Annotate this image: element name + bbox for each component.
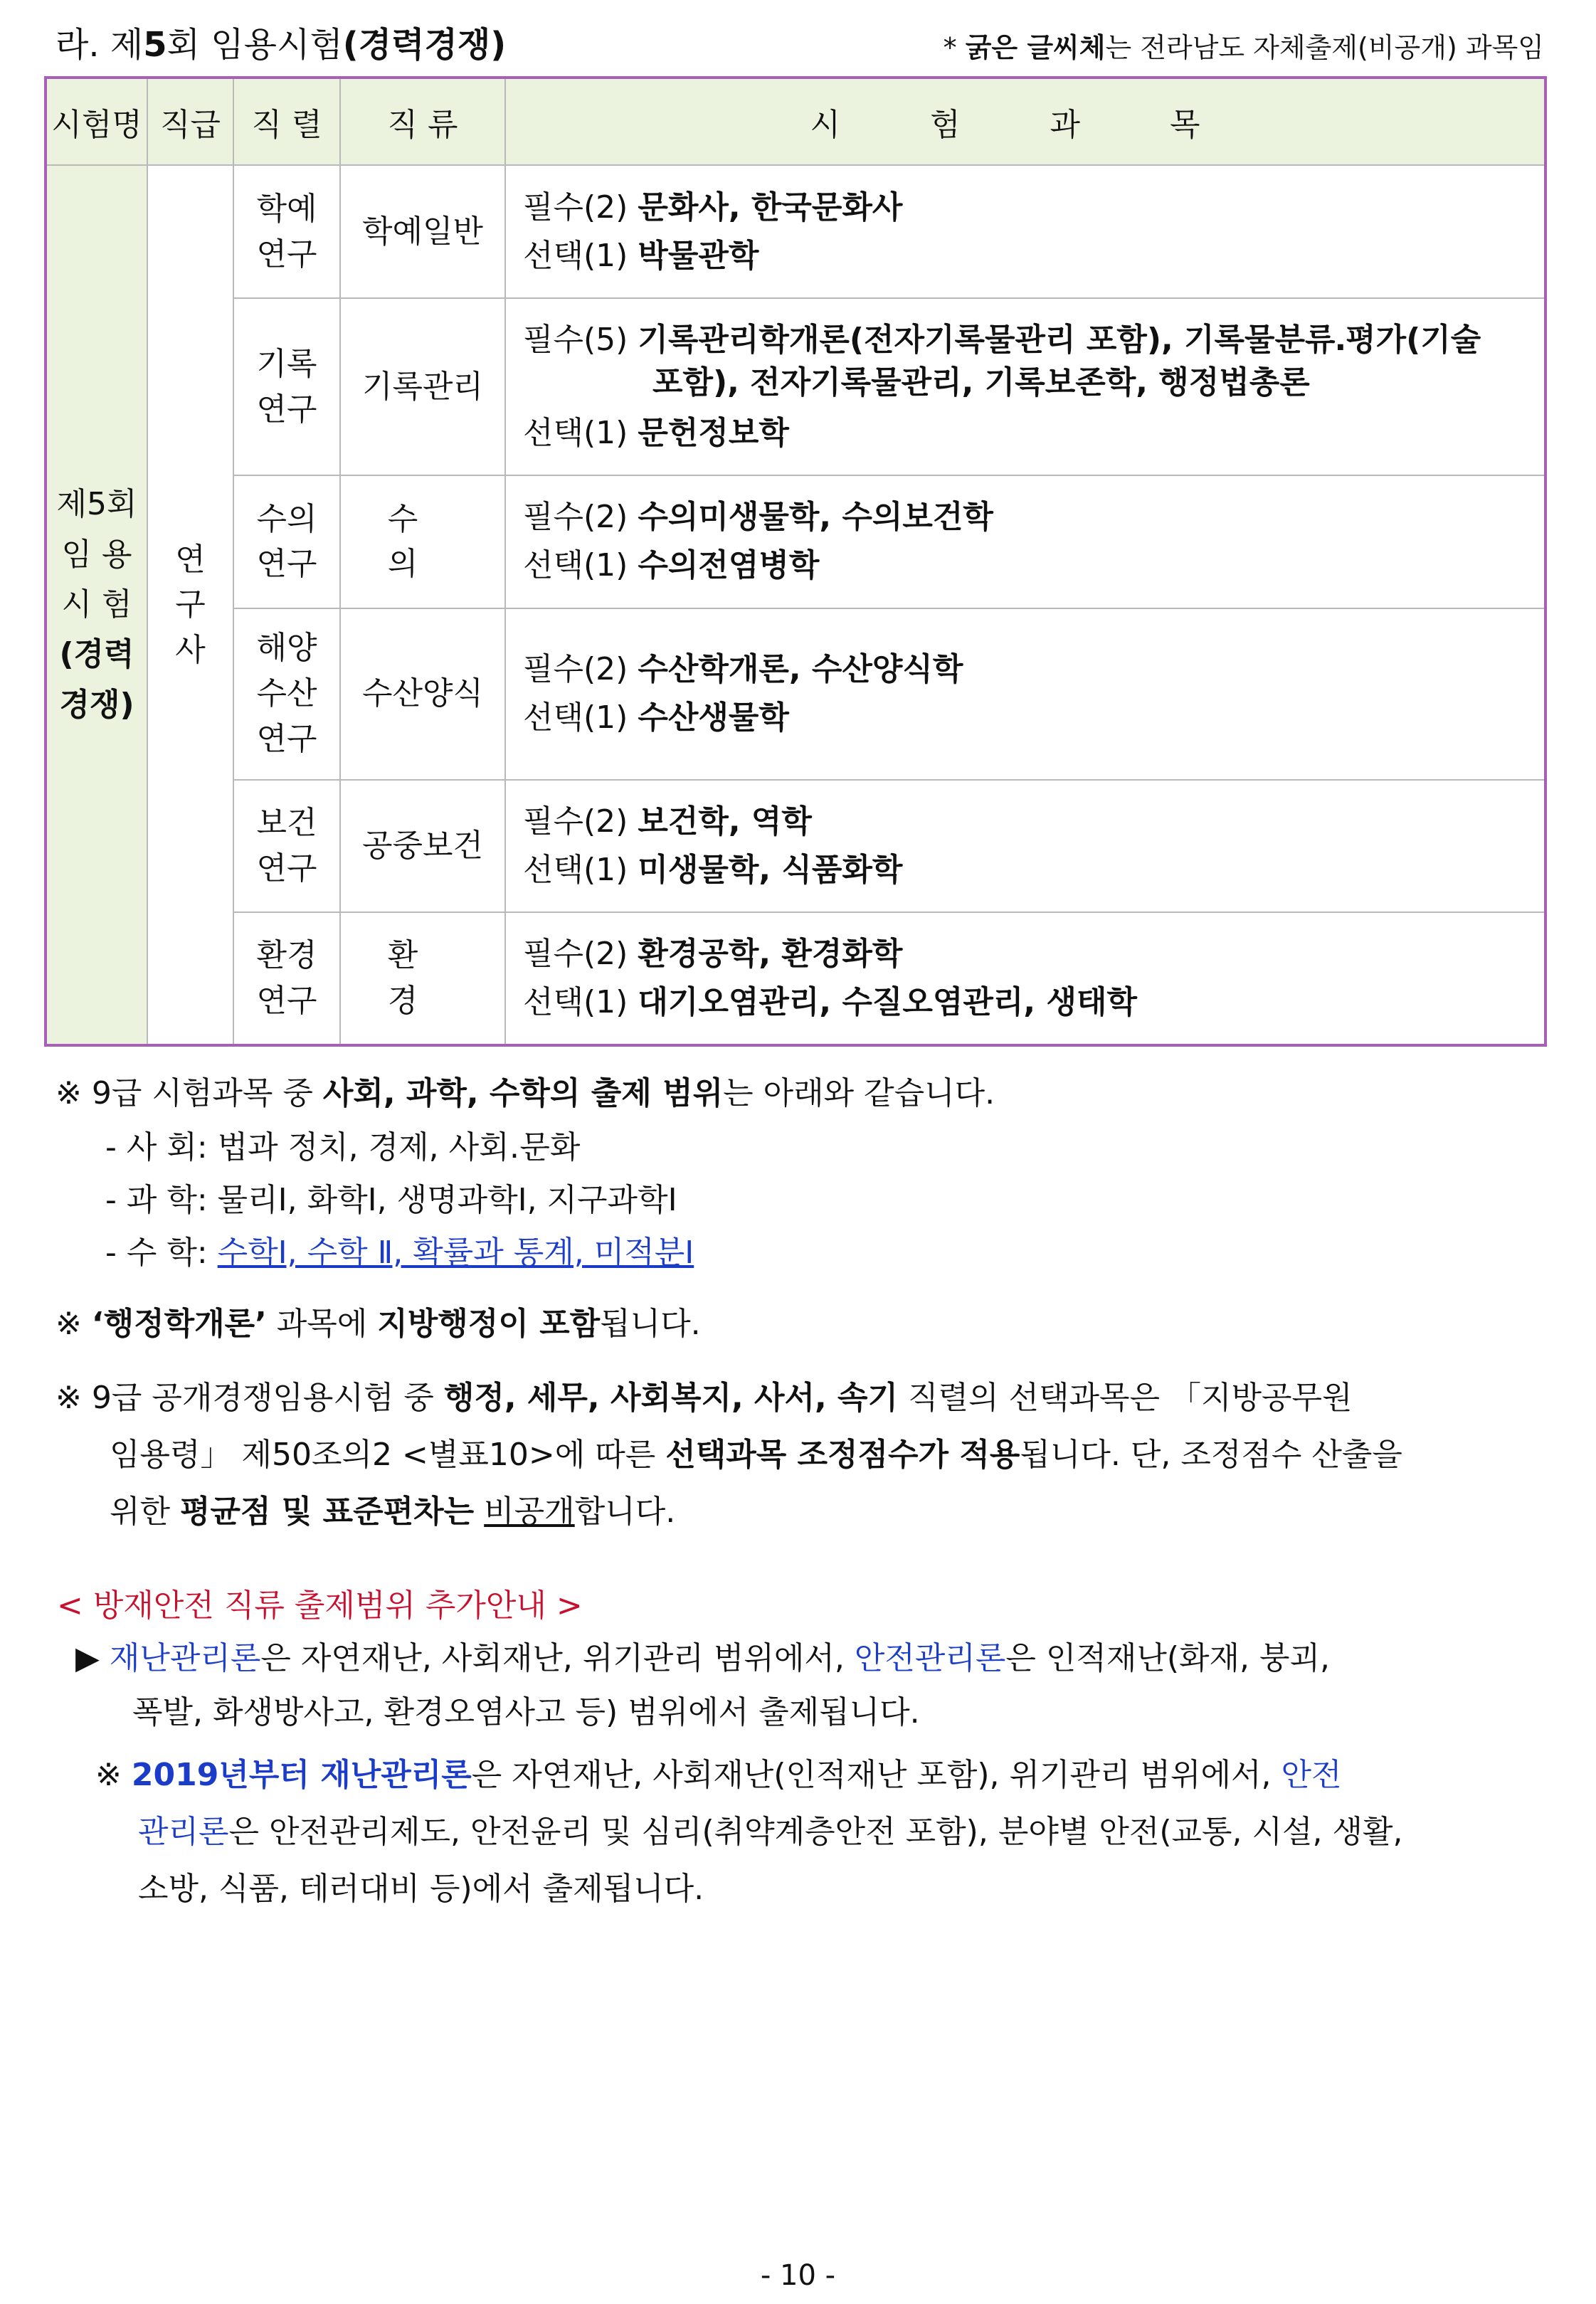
optional-line [523,846,1538,894]
b2-text2: 은 안전관리제도, 안전윤리 및 심리(취약계층안전 포함), 분야별 안전(교통, 시설, 생활, [228,1814,1403,1850]
series-line: 연구 [256,721,317,758]
note-admin-bold: 지방행정이 포함 [377,1306,601,1342]
required-subjects: 환경공학, 환경화학 [638,935,903,972]
b1-text: 은 자연재난, 사회재난, 위기관리 범위에서, [260,1640,855,1676]
series-line: 수의 [256,500,317,537]
series-line: 해양 [256,630,317,667]
section-header [56,13,1544,63]
series-line: 연구 [256,391,317,428]
optional-subjects: 수산생물학 [638,699,789,736]
field-cell [340,912,505,1045]
disaster-bullet-1-cont: 폭발, 화생방사고, 환경오염사고 등) 범위에서 출제됩니다. [132,1694,920,1730]
optional-line [523,541,1538,590]
optional-label: 선택(1) [523,237,628,274]
grade-cell [147,165,233,1045]
series-cell [233,912,340,1045]
field-cell [340,475,505,608]
required-label: 필수(2) [523,935,628,972]
disaster-note-2019-line3: 소방, 식품, 테러대비 등)에서 출제됩니다. [138,1871,704,1907]
note-adj-c: 직렬의 선택과목은 「지방공무원 [898,1380,1353,1416]
note-adj-d: 임용령」 제50조의2 <별표10>에 따른 [110,1437,666,1473]
field-cell: 기록관리 [340,298,505,475]
series-cell [233,298,340,475]
disaster-note-2019-line2 [138,1806,1402,1859]
required-subjects: 수의미생물학, 수의보건학 [638,499,993,536]
safety-term-part1: 안전 [1281,1757,1342,1793]
field-cell: 학예일반 [340,165,505,298]
header-grade: 직급 [147,78,233,165]
table-row [46,475,1545,608]
required-label: 필수(2) [523,189,628,226]
table-row [46,165,1545,298]
optional-label: 선택(1) [523,699,628,736]
series-cell [233,165,340,298]
exam-name-cell [46,165,147,1045]
field-label: 환 경 [387,937,458,1020]
exam-subjects-table [44,76,1547,1047]
note-scope [56,1067,995,1121]
required-line [523,930,1538,978]
series-line: 보건 [256,805,317,842]
table-header-row [46,78,1545,165]
disaster-management-term: 재난관리론 [109,1640,261,1676]
arrow-icon: ▶ [75,1640,100,1676]
b1-text2: 은 인적재난(화재, 붕괴, [1005,1640,1331,1676]
exam-name-3: 시 험 [61,586,132,623]
table-row [46,780,1545,913]
note-adj-k: 합니다. [574,1494,676,1530]
exam-name-line [47,530,147,580]
required-line [523,798,1538,846]
year-suffix: 년부터 [218,1757,321,1793]
header-series: 직 렬 [233,78,340,165]
series-line: 환경 [256,937,317,974]
safety-management-term: 안전관리론 [854,1640,1006,1676]
note-adj-g: 위한 [110,1494,180,1530]
optional-line [523,412,1538,454]
header-subjects [505,78,1545,165]
note-scope-bold: 사회, 과학, 수학의 출제 범위 [322,1075,724,1111]
subjects-cell [505,165,1545,298]
page-number: - 10 - [760,2259,836,2292]
math-subjects-link[interactable]: 수학Ⅰ, 수학 Ⅱ, 확률과 통계, 미적분Ⅰ [217,1235,694,1271]
note-adj-private: 비공개 [484,1494,575,1530]
note-mark: ※ [95,1757,122,1793]
optional-label: 선택(1) [523,984,628,1021]
note-adj-a: ※ 9급 공개경쟁임용시험 중 [56,1380,444,1416]
field-cell: 공중보건 [340,780,505,913]
header-exam-name: 시험명 [46,78,147,165]
series-line: 연구 [256,850,317,887]
optional-label: 선택(1) [523,547,628,584]
subjects-cell [505,608,1545,780]
required-label: 필수(2) [523,499,628,536]
required-label: 필수(2) [523,803,628,840]
subjects-cell [505,780,1545,913]
optional-line [523,694,1538,742]
required-line [523,319,1538,361]
required-subjects: 기록관리학개론(전자기록물관리 포함), 기록물분류․평가(기술 [638,322,1481,359]
note-adj-bold2: 평균점 및 표준편차는 [180,1494,475,1530]
table-row [46,298,1545,475]
subjects-cell [505,475,1545,608]
note-adjusted-score-line2 [110,1429,1402,1482]
note-bold: 굵은 글씨체 [965,32,1106,63]
grade-char: 연 [175,541,206,578]
exam-name-4: (경력 [59,636,134,673]
note-adj-space [474,1494,484,1530]
optional-subjects: 문헌정보학 [638,415,789,452]
disaster-management-term-2: 재난관리론 [320,1757,472,1793]
required-label: 필수(2) [523,650,628,687]
subjects-cell [505,298,1545,475]
section-title [56,17,506,66]
title-middle: 회 임용시험 [167,25,343,65]
note-asterisk: * [943,32,966,63]
series-cell [233,780,340,913]
note-adj-bold: 선택과목 조정점수가 적용 [665,1437,1020,1473]
note-admin-post: 됩니다. [600,1306,701,1342]
disaster-note-2019 [95,1749,1342,1802]
field-label: 수 의 [387,500,458,583]
note-adj-series: 행정, 세무, 사회복지, 사서, 속기 [443,1380,899,1416]
required-label: 필수(5) [523,322,628,359]
optional-subjects: 박물관학 [638,237,759,274]
grade-char: 구 [175,586,206,623]
series-cell [233,608,340,780]
exam-name-5: 경쟁) [59,686,134,723]
header-field: 직 류 [340,78,505,165]
disaster-bullet-1 [75,1632,1330,1686]
exam-name-2: 임 용 [61,536,132,573]
title-paren: (경력경쟁) [342,25,507,65]
series-line: 연구 [256,236,317,273]
disaster-heading: < 방재안전 직류 출제범위 추가안내 > [57,1587,583,1624]
grade-char: 사 [175,632,206,669]
b2-text: 은 자연재난, 사회재난(인적재난 포함), 위기관리 범위에서, [471,1757,1281,1793]
exam-name-1: 제5회 [56,486,137,523]
exam-name-line [47,680,147,730]
series-cell [233,475,340,608]
optional-label: 선택(1) [523,851,628,888]
required-subjects: 보건학, 역학 [638,803,812,840]
optional-label: 선택(1) [523,415,628,452]
title-prefix: 라. 제 [56,25,144,65]
exam-name-line [47,480,147,529]
optional-subjects: 미생물학, 식품화학 [638,851,903,888]
series-line: 연구 [256,983,317,1020]
exam-name-line [47,580,147,630]
field-cell: 수산양식 [340,608,505,780]
scope-science: - 과 학: 물리Ⅰ, 화학Ⅰ, 생명과학Ⅰ, 지구과학Ⅰ [105,1182,677,1218]
safety-term-part2: 관리론 [138,1814,229,1850]
note-scope-post: 는 아래와 같습니다. [723,1075,995,1111]
table-row [46,608,1545,780]
scope-social: - 사 회: 법과 정치, 경제, 사회․문화 [105,1129,581,1166]
subjects-cell [505,912,1545,1045]
year-2019: 2019 [131,1757,219,1793]
title-number: 5 [143,25,167,65]
required-line [523,645,1538,694]
optional-line [523,978,1538,1027]
note-admin-subject: ‘행정학개론’ [91,1306,267,1342]
scope-math-label: - 수 학: [105,1235,218,1271]
series-line: 수산 [256,675,317,712]
required-line [523,184,1538,232]
optional-subjects: 대기오염관리, 수질오염관리, 생태학 [638,984,1137,1021]
note-adjusted-score-line3 [110,1486,675,1539]
optional-subjects: 수의전염병학 [638,547,820,584]
scope-math [105,1227,694,1280]
note-admin-mark: ※ [56,1306,92,1342]
required-line [523,493,1538,541]
series-line: 기록 [256,345,317,382]
required-subjects: 수산학개론, 수산양식학 [638,650,963,687]
header-note [944,26,1544,65]
note-admin-mid: 과목에 [266,1306,378,1342]
series-line: 학예 [256,190,317,227]
required-subjects: 문화사, 한국문화사 [638,189,903,226]
note-adj-f: 됩니다. 단, 조정점수 산출을 [1020,1437,1402,1473]
header-subjects-label: 시 험 과 목 [810,107,1240,144]
note-adjusted-score [56,1372,1550,1425]
required-subjects-continued: 포함), 전자기록물관리, 기록보존학, 행정법총론 [652,364,1310,401]
series-line: 연구 [256,546,317,583]
optional-line [523,232,1538,280]
table-row [46,912,1545,1045]
note-admin [56,1298,701,1351]
note-rest: 는 전라남도 자체출제(비공개) 과목임 [1105,32,1544,63]
note-scope-pre: ※ 9급 시험과목 중 [56,1075,323,1111]
exam-name-line [47,630,147,680]
